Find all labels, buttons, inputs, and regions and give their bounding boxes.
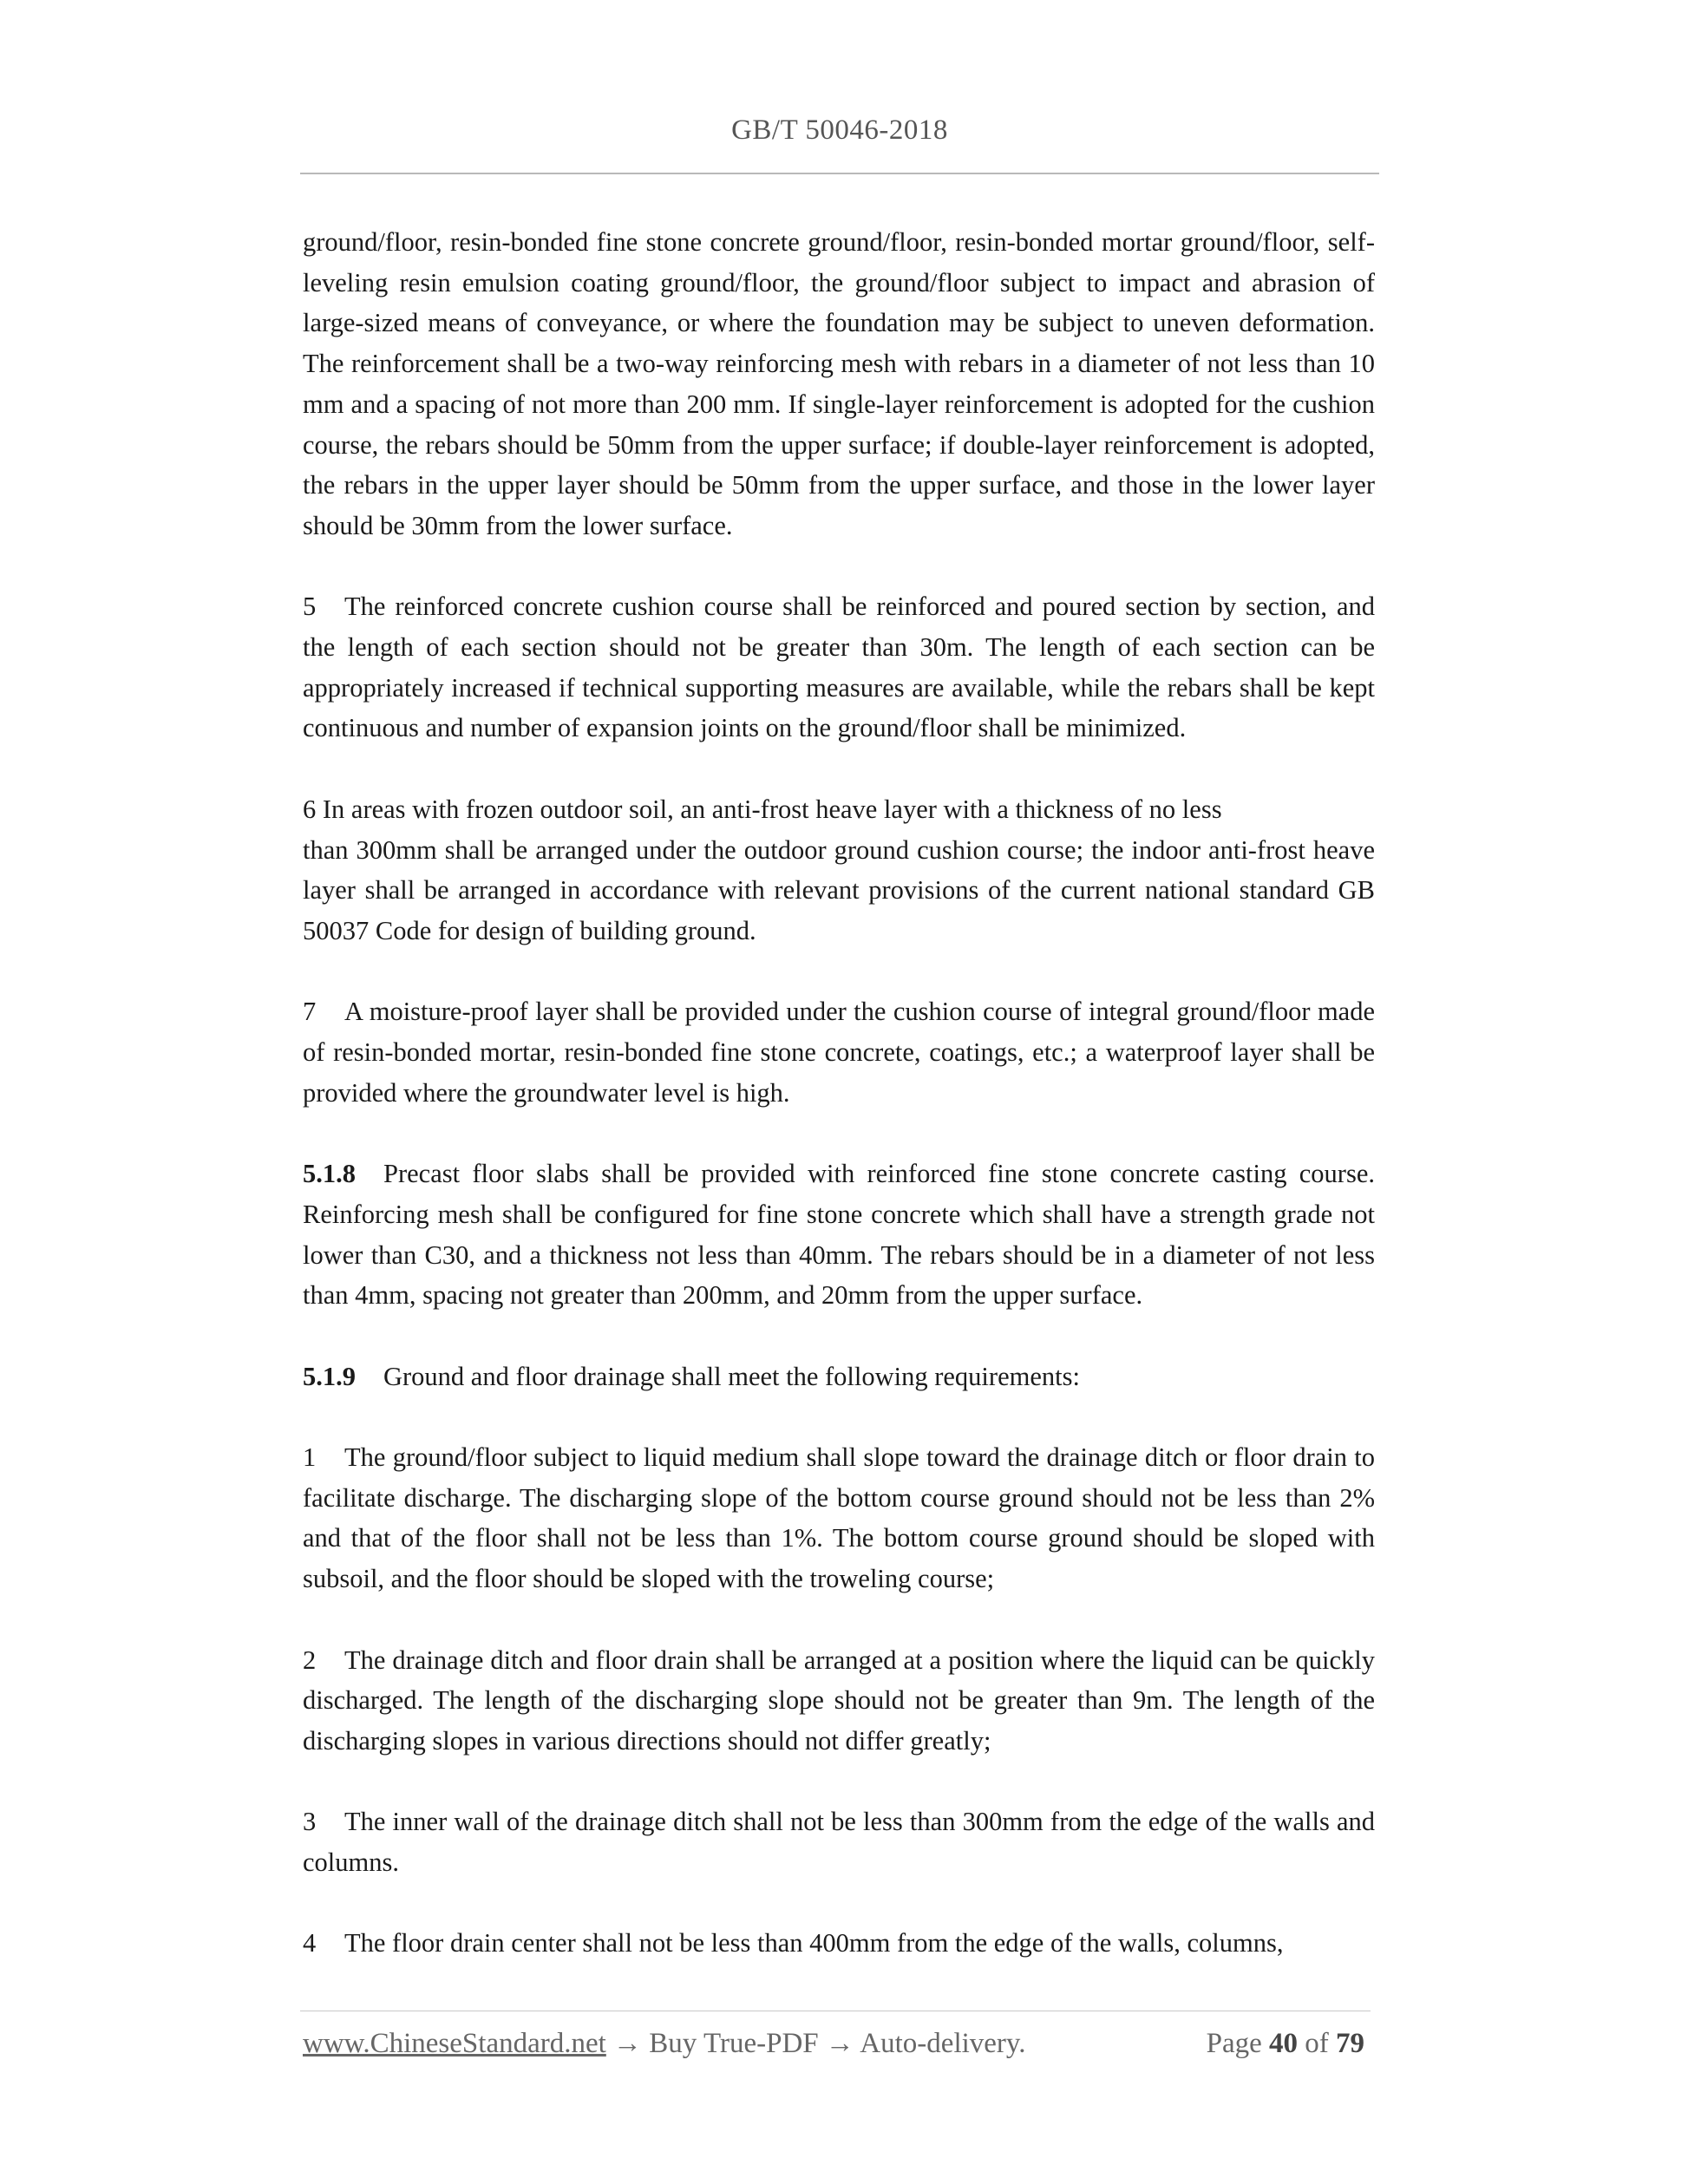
item-text: A moisture-proof layer shall be provided under the cushion course of integral ground/floor made of resin-bonded mortar, resin-bonded fine stone concrete, coatings, etc.; a waterproof layer shall be provided where the groundwater level is high. bbox=[303, 997, 1375, 1108]
list-item-7 bbox=[303, 991, 1375, 1113]
item-number: 3 bbox=[303, 1807, 317, 1837]
site-link[interactable]: www.ChineseStandard.net bbox=[303, 2028, 606, 2059]
document-body bbox=[303, 222, 1375, 2004]
header-divider bbox=[300, 173, 1379, 174]
drainage-item-4 bbox=[303, 1923, 1375, 1964]
list-item-5 bbox=[303, 586, 1375, 749]
item-number: 2 bbox=[303, 1645, 317, 1675]
clause-5-1-9 bbox=[303, 1357, 1375, 1397]
item-text: The reinforced concrete cushion course shall be reinforced and poured section by section, and the length of each section should not be greater than 30m. The length of each section can be appropriately increased if technical supporting measures are available, while the rebars shall be kept continuous and number of expansion joints on the ground/floor shall be minimized. bbox=[303, 592, 1375, 743]
item-number: 4 bbox=[303, 1928, 317, 1958]
page-number bbox=[1207, 2028, 1364, 2060]
footer-promo bbox=[303, 2028, 1026, 2060]
clause-5-1-8 bbox=[303, 1154, 1375, 1316]
clause-number: 5.1.8 bbox=[303, 1159, 356, 1189]
clause-text: Precast floor slabs shall be provided with reinforced fine stone concrete casting course. Reinforcing mesh shall be configured for fine stone concrete which shall have a strength grade not lower than C30, and a thickness not less than 40mm. The rebars should be in a diameter of not less than 4mm, spacing not greater than 200mm, and 20mm from the upper surface. bbox=[303, 1159, 1375, 1311]
item-number: 5 bbox=[303, 592, 317, 622]
item-number: 7 bbox=[303, 997, 317, 1027]
paragraph-intro: ground/floor, resin-bonded fine stone concrete ground/floor, resin-bonded mortar ground/floor, self-leveling resin emulsion coating ground/floor, the ground/floor subject to impact and abrasion of large-sized means of conveyance, or where the foundation may be subject to uneven deformation. The reinforcement shall be a two-way reinforcing mesh with rebars in a diameter of not less than 10 mm and a spacing of not more than 200 mm. If single-layer reinforcement is adopted for the cushion course, the rebars should be 50mm from the upper surface; if double-layer reinforcement is adopted, the rebars in the upper layer should be 50mm from the upper surface, and those in the lower layer should be 30mm from the lower surface. bbox=[303, 227, 1375, 540]
item-text: The floor drain center shall not be less than 400mm from the edge of the walls, columns, bbox=[344, 1928, 1284, 1958]
drainage-item-1 bbox=[303, 1437, 1375, 1599]
item-number: 1 bbox=[303, 1442, 317, 1472]
page-label: Page bbox=[1206, 2028, 1262, 2059]
drainage-item-3 bbox=[303, 1801, 1375, 1882]
clause-text: Ground and floor drainage shall meet the following requirements: bbox=[383, 1361, 1080, 1391]
current-page: 40 bbox=[1269, 2028, 1298, 2059]
drainage-item-2 bbox=[303, 1640, 1375, 1762]
page-of-label: of bbox=[1305, 2028, 1329, 2059]
promo-text: → Buy True-PDF → Auto-delivery. bbox=[613, 2028, 1026, 2059]
item-text-continued: than 300mm shall be arranged under the outdoor ground cushion course; the indoor anti-frost heave layer shall be arranged in accordance with relevant provisions of the current national standard GB 50037 Code for design of building ground. bbox=[303, 834, 1375, 945]
item-text-first-line: 6 In areas with frozen outdoor soil, an anti-frost heave layer with a thickness of no less bbox=[303, 794, 1222, 824]
item-text: The ground/floor subject to liquid medium shall slope toward the drainage ditch or floor drain to facilitate discharge. The discharging slope of the bottom course ground should not be less than 2% and that of the floor shall not be less than 1%. The bottom course ground should be sloped with subsoil, and the floor should be sloped with the troweling course; bbox=[303, 1442, 1375, 1594]
list-item-6 bbox=[303, 789, 1375, 951]
item-text: The inner wall of the drainage ditch shall not be less than 300mm from the edge of the walls and columns. bbox=[303, 1807, 1375, 1877]
clause-number: 5.1.9 bbox=[303, 1361, 356, 1391]
item-text: The drainage ditch and floor drain shall be arranged at a position where the liquid can be quickly discharged. The length of the discharging slope should not be greater than 9m. The length of the discharging slopes in various directions should not differ greatly; bbox=[303, 1645, 1375, 1756]
page-header: GB/T 50046-2018 bbox=[731, 114, 948, 146]
total-pages: 79 bbox=[1336, 2028, 1364, 2059]
